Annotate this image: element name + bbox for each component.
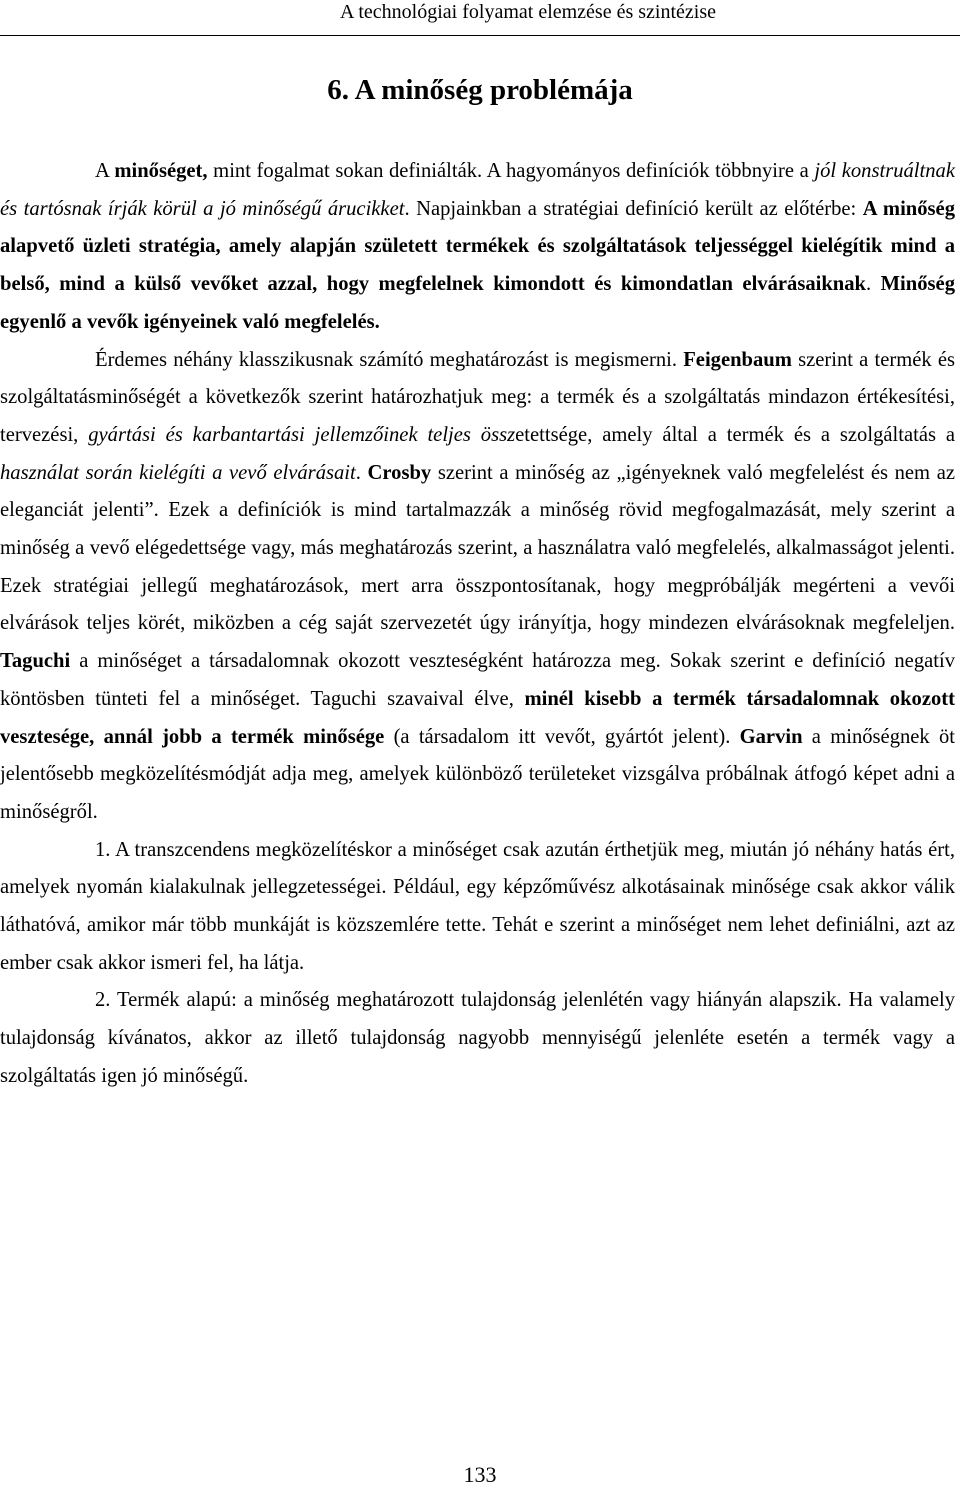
list-item: 1. A transzcendens megközelítéskor a minőséget csak azután érthetjük meg, miután jó néhány hatás ért, amelyek nyomán kialakulnak jellegzetességei. Például, egy képzőművész alkotásainak minősége csak akkor válik láthatóvá, amikor már több munkáját is közszemlére tette. Tehát e szerint a minőséget nem lehet definiálni, azt az ember csak akkor ismeri fel, ha látja. <box>0 838 955 974</box>
italic-phrase: használat során kielégíti a vevő elvárásait <box>0 461 356 484</box>
bold-definition: A minőség alapvető üzleti stratégia, amely alapján született termékek és szolgáltatások teljességgel kielégítik mind a belső, mind a külső vevőket azzal, hogy megfelelnek kimondott és kimondatlan elvárásaiknak <box>0 197 955 296</box>
paragraph-classic-definitions <box>0 342 955 832</box>
text-run: etettsége, amely által a termék és a szolgáltatás a <box>515 423 955 446</box>
document-body <box>0 153 955 1096</box>
bold-term: minőséget, <box>114 160 208 182</box>
text-run: Érdemes néhány klasszikusnak számító meghatározást is megismerni. <box>95 348 684 371</box>
page-number: 133 <box>463 1462 497 1487</box>
text-run: mint fogalmat sokan definiálták. A hagyományos definíciók többnyire a <box>207 160 815 182</box>
paragraph-definitions <box>0 153 955 342</box>
text-run: a minőségnek öt jelentősebb megközelítésmódját adja meg, amelyek különböző területeket vizsgálva próbálnak átfogó képet adni a minőségről. <box>0 725 955 823</box>
text-run: szerint a minőség az „igényeknek való megfelelést és nem az eleganciát jelenti”. Ezek a definíciók is mind tartalmazzák a minőség rövid megfogalmazását, mely szerint a minőség a vevő elégedettsége vagy, más meghatározás szerint, a használatra való megfelelés, alkalmasságot jelenti. Ezek stratégiai jellegű meghatározások, mert arra összpontosítanak, hogy megpróbálják megérteni a vevői elvárások teljes körét, miközben a cég saját szervezetét úgy irányítja, hogy mindezen elvárásoknak megfeleljen. <box>0 461 955 635</box>
text-run: A <box>95 160 115 182</box>
text-run: . <box>866 273 881 296</box>
running-header <box>0 0 960 36</box>
bold-name-garvin: Garvin <box>739 725 803 748</box>
italic-phrase: jól konstruáltnak és tartósnak írják körül a jó minőségű árucikket <box>0 160 955 220</box>
text-run: szerint a termék és szolgáltatásminőségét a következők szerint határozhatjuk meg: a termék és a szolgáltatás mindazon értékesítési, tervezési, <box>0 348 955 446</box>
italic-phrase: gyártási és karbantartási jellemzőinek teljes össz <box>88 423 516 446</box>
bold-definition: minél kisebb a termék társadalomnak okozott vesztesége, annál jobb a termék minősége <box>0 687 955 748</box>
text-run: (a társadalom itt vevőt, gyártót jelent). <box>384 725 740 748</box>
bold-name-feigenbaum: Feigenbaum <box>683 348 792 371</box>
text-run: . <box>355 461 368 484</box>
text-run: . Napjainkban a stratégiai definíció került az előtérbe: <box>404 197 863 220</box>
bold-definition: Minőség egyenlő a vevők igényeinek való megfelelés. <box>0 273 955 333</box>
text-run: a minőséget a társadalomnak okozott veszteségként határozza meg. Sokak szerint e definíció negatív köntösben tünteti fel a minőséget. Taguchi szavaival élve, <box>0 650 955 710</box>
section-title: 6. A minőség problémája <box>327 74 633 106</box>
bold-name-crosby: Crosby <box>367 461 432 484</box>
list-item: 2. Termék alapú: a minőség meghatározott tulajdonság jelenlétén vagy hiányán alapszik. Ha valamely tulajdonság kívánatos, akkor az illető tulajdonság nagyobb mennyiségű jelenléte esetén a termék vagy a szolgáltatás igen jó minőségű. <box>0 989 955 1087</box>
bold-name-taguchi: Taguchi <box>0 650 71 673</box>
running-header-title: A technológiai folyamat elemzése és szintézise <box>340 1 716 23</box>
